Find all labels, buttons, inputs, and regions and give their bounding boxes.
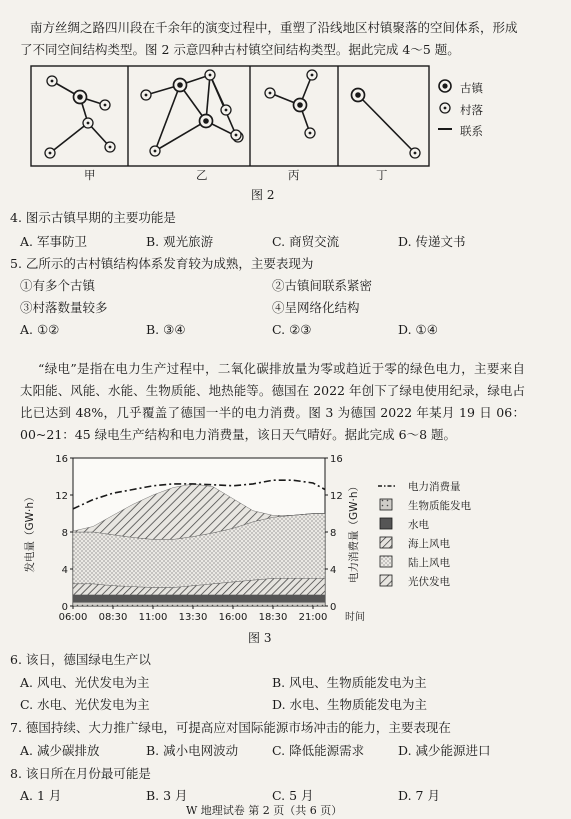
legend-label-link: 联系 [460,124,483,138]
q5-option-b: B. ③④ [146,322,186,337]
village-node-dot [154,150,157,153]
village-node-dot [309,132,312,135]
page-footer: W 地理试卷 第 2 页（共 6 页） [186,804,343,817]
village-node-dot [225,109,228,112]
ancient-town-node-dot [77,94,83,100]
y-tick-label: 12 [55,491,68,502]
legend-swatch-offshore-wind [380,537,392,548]
x-tick-label: 13:30 [178,612,208,623]
village-node-dot [269,92,272,95]
q4-option-c: C. 商贸交流 [272,234,340,249]
passage2: “绿电”是指在电力生产过程中，二氧化碳排放量为零或趋近于零的绿色电力，主要来自太阳能、风能、水能、生物质能、地热能等。德国在 2022 年创下了绿电使用纪录，绿电占比已达到 48%，几乎覆盖了德国一半的电力消费。图 3 为德国 2022 年某月 19 日 06：00~21：45 绿电生产结构和电力消费量，该日天气晴好。据此完成 6～8 题。 [20,361,525,442]
fig2-frame [31,66,429,166]
q5-option-d: D. ①④ [398,322,438,337]
y-tick-label: 4 [61,565,68,576]
q6-option-d: D. 水电、生物质能发电为主 [272,697,428,712]
q8-option-c: C. 5 月 [272,788,314,803]
village-node-dot [49,152,52,155]
q5-item-4: ④呈网络化结构 [272,300,360,315]
panel-label-jia: 甲 [84,168,96,182]
ancient-town-icon-dot [442,83,447,88]
figure-3-chart [15,448,555,626]
legend-label-ancient-town: 古镇 [460,81,483,95]
village-node-dot [87,122,90,125]
q5-item-1: ①有多个古镇 [20,278,96,293]
y-axis-label-right: 电力消费量（GW·h） [348,480,360,584]
q4-stem: 4. 图示古镇早期的主要功能是 [10,210,176,225]
village-node-dot [145,94,148,97]
x-tick-label: 06:00 [58,612,88,623]
q8-option-b: B. 3 月 [146,788,188,803]
x-tick-label: 08:30 [98,612,128,623]
q7-option-a: A. 减少碳排放 [20,743,100,758]
legend-label-solar: 光伏发电 [408,576,450,588]
legend-label-village: 村落 [460,103,483,117]
village-node-dot [235,134,238,137]
legend-swatch-hydro [380,518,392,529]
y-tick-label-right: 4 [330,565,337,576]
q7-stem: 7. 德国持续、大力推广绿电，可提高应对国际能源市场冲击的能力，主要表现在 [10,720,451,735]
q6-option-c: C. 水电、光伏发电为主 [20,697,150,712]
q4-option-b: B. 观光旅游 [146,234,214,249]
ancient-town-node-dot [297,102,303,108]
figure-3-caption: 图 3 [248,631,272,645]
y-tick-label-right: 12 [330,491,343,502]
q7-option-b: B. 减小电网波动 [146,743,239,758]
x-tick-label: 11:00 [138,612,168,623]
passage1-line1: 南方丝绸之路四川段在千余年的演变过程中，重塑了沿线地区村镇聚落的空间体系，形成 [30,20,518,35]
y-tick-label-right: 8 [330,528,337,539]
village-node-dot [414,152,417,155]
q5-option-a: A. ①② [20,322,60,337]
area-hydro [73,595,325,602]
y-tick-label-right: 0 [330,602,337,613]
q8-option-d: D. 7 月 [398,788,440,803]
q5-item-2: ②古镇间联系紧密 [272,278,373,293]
legend-label-biomass: 生物质能发电 [408,500,471,512]
area-biomass [73,602,325,606]
fig2-legend-icons [437,78,457,138]
y-tick-label: 8 [61,528,68,539]
ancient-town-node-dot [355,92,361,98]
q4-option-d: D. 传递文书 [398,234,466,249]
ancient-town-node-dot [203,118,209,124]
q6-option-b: B. 风电、生物质能发电为主 [272,675,427,690]
x-tick-label: 16:00 [218,612,248,623]
y-tick-label-right: 16 [330,454,343,465]
legend-label-hydro: 水电 [408,519,429,531]
q6-option-a: A. 风电、光伏发电为主 [20,675,150,690]
fig2-panel-ding [358,95,415,153]
q4-option-a: A. 军事防卫 [20,234,87,249]
passage1-line2: 了不同空间结构类型。图 2 示意四种古村镇空间结构类型。据此完成 4～5 题。 [20,42,460,57]
legend-label-consumption: 电力消费量 [408,481,461,493]
legend-swatch-biomass [380,499,392,510]
legend-swatch-solar [380,575,392,586]
q5-item-3: ③村落数量较多 [20,300,108,315]
x-tick-label: 18:30 [258,612,288,623]
q8-option-a: A. 1 月 [20,788,62,803]
legend-label-onshore-wind: 陆上风电 [408,557,450,569]
q5-stem: 5. 乙所示的古村镇结构体系发育较为成熟，主要表现为 [10,256,314,271]
y-tick-label: 0 [61,602,68,613]
x-axis-label: 时间 [345,612,365,623]
x-tick-label: 21:00 [298,612,328,623]
panel-label-bing: 丙 [288,168,300,182]
q5-option-c: C. ②③ [272,322,312,337]
village-node-dot [51,80,54,83]
y-tick-label: 16 [55,454,68,465]
village-node-dot [104,104,107,107]
village-node-dot [311,74,314,77]
panel-label-ding: 丁 [376,168,388,182]
figure-2-caption: 图 2 [251,188,275,202]
village-node-dot [209,74,212,77]
village-node-dot [109,146,112,149]
q8-stem: 8. 该日所在月份最可能是 [10,766,151,781]
village-icon-dot [444,107,447,110]
q7-option-d: D. 减少能源进口 [398,743,491,758]
ancient-town-node-dot [177,82,183,88]
q7-option-c: C. 降低能源需求 [272,743,365,758]
y-axis-label: 发电量（GW·h） [24,491,36,573]
legend-swatch-onshore-wind [380,556,392,567]
q6-stem: 6. 该日，德国绿电生产以 [10,652,151,667]
legend-label-offshore-wind: 海上风电 [408,538,450,550]
panel-label-yi: 乙 [196,168,208,182]
